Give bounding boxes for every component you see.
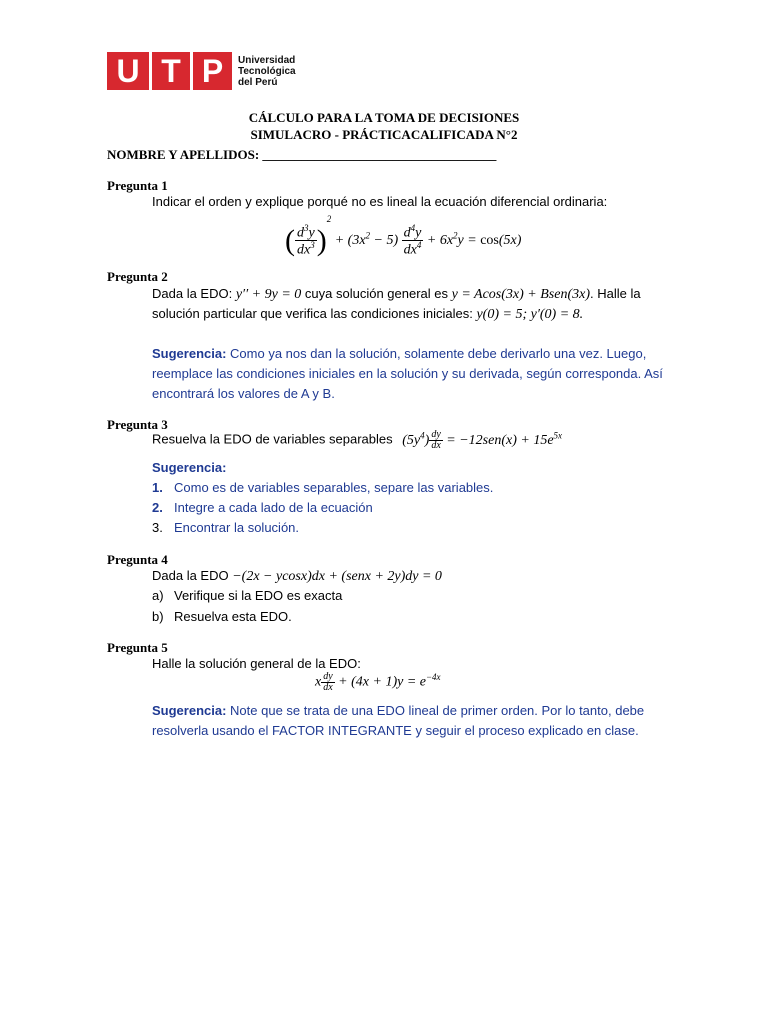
question-3-text: Resuelva la EDO de variables separables [152, 431, 393, 447]
step-number: 1. [152, 480, 163, 495]
question-2-line-1 [152, 286, 641, 303]
document-title: CÁLCULO PARA LA TOMA DE DECISIONES [248, 110, 520, 125]
question-2-general-solution: y = Acos(3x) + Bsen(3x) [451, 287, 590, 302]
item-text: Resuelva esta EDO. [174, 609, 292, 624]
name-field-label: NOMBRE Y APELLIDOS: ____________________________________ [107, 147, 497, 162]
step-number: 3. [152, 520, 163, 535]
logo-letter-t: T [149, 52, 190, 90]
question-5-text: Halle la solución general de la EDO: [152, 656, 361, 671]
question-2-initial-conditions: y(0) = 5; y′(0) = 8. [476, 307, 584, 322]
question-2-line-2 [152, 306, 583, 323]
question-3-label: Pregunta 3 [107, 417, 168, 432]
hint-label: Sugerencia: [152, 460, 227, 475]
step-text: Integre a cada lado de la ecuación [174, 500, 373, 515]
question-4-item [152, 609, 292, 624]
question-3-hint-label [152, 460, 226, 475]
question-1-equation: ( $\frac{d^3y}{dx^3}$ )$^2 + (3x^2 - 5)$ $\frac{d^4y}{dx^4}$ + $6x^2y = \cos(5x)$ [285, 214, 522, 258]
logo-text-line: Tecnológica [238, 65, 296, 77]
utp-logo-mark [107, 52, 232, 90]
question-5-label: Pregunta 5 [107, 640, 168, 655]
item-letter: a) [152, 588, 164, 603]
question-2-hint-line-2: reemplace las condiciones iniciales en la solución y su derivada, según corresponda. Así [152, 366, 663, 381]
question-2-text: solución particular que verifica las condiciones iniciales: [152, 306, 473, 321]
document-subtitle: SIMULACRO - PRÁCTICACALIFICADA N°2 [250, 127, 518, 142]
question-5-equation: x $\frac{dy}{dx}$ + $(4x + 1)y = e^{-4x}$ [315, 671, 441, 693]
question-2-hint-line-1 [152, 346, 646, 361]
step-text: Encontrar la solución. [174, 520, 300, 535]
question-2-hint-line-3: encontrará los valores de A y B. [152, 386, 335, 401]
question-2-text: cuya solución general es [304, 286, 448, 301]
step-text: Como es de variables separables, separe las variables. [174, 480, 494, 495]
question-2-equation: y′′ + 9y = 0 [235, 287, 302, 302]
question-4-line [152, 568, 442, 585]
question-4-label: Pregunta 4 [107, 552, 168, 567]
item-text: Verifique si la EDO es exacta [174, 588, 343, 603]
question-3-step [152, 520, 299, 535]
item-letter: b) [152, 609, 164, 624]
step-number: 2. [152, 500, 163, 515]
logo-text-line: del Perú [238, 76, 278, 88]
logo-letter-u: U [107, 52, 149, 90]
question-2-text: Dada la EDO: [152, 286, 233, 301]
question-4-text: Dada la EDO [152, 568, 229, 583]
hint-text: Como ya nos dan la solución, solamente debe derivarlo una vez. Luego, [230, 346, 647, 361]
question-3-step [152, 500, 373, 515]
question-4-equation: −(2x − ycosx)dx + (senx + 2y)dy = 0 [232, 569, 442, 584]
logo-text-line: Universidad [238, 54, 296, 66]
question-5-hint-line-2: resolverla usando el FACTOR INTEGRANTE y seguir el proceso explicado en clase. [152, 723, 639, 738]
question-3-step [152, 480, 493, 495]
hint-label: Sugerencia: [152, 346, 227, 361]
hint-text: Note que se trata de una EDO lineal de primer orden. Por lo tanto, debe [230, 703, 645, 718]
question-4-item [152, 588, 342, 603]
question-2-label: Pregunta 2 [107, 269, 168, 284]
question-2-text: . Halle la [589, 286, 641, 301]
question-5-hint-line-1 [152, 703, 644, 718]
question-1-label: Pregunta 1 [107, 178, 168, 193]
logo-letter-p: P [190, 52, 232, 90]
hint-label: Sugerencia: [152, 703, 227, 718]
question-3-line [152, 430, 562, 451]
question-1-text: Indicar el orden y explique porqué no es lineal la ecuación diferencial ordinaria: [152, 194, 608, 209]
logo-wordmark [238, 55, 296, 88]
question-3-equation: $(5y^4)$ $\frac{dy}{dx}$ = $-12sen(x) + 15e^{5x}$ [402, 429, 563, 451]
utp-logo [107, 52, 296, 90]
